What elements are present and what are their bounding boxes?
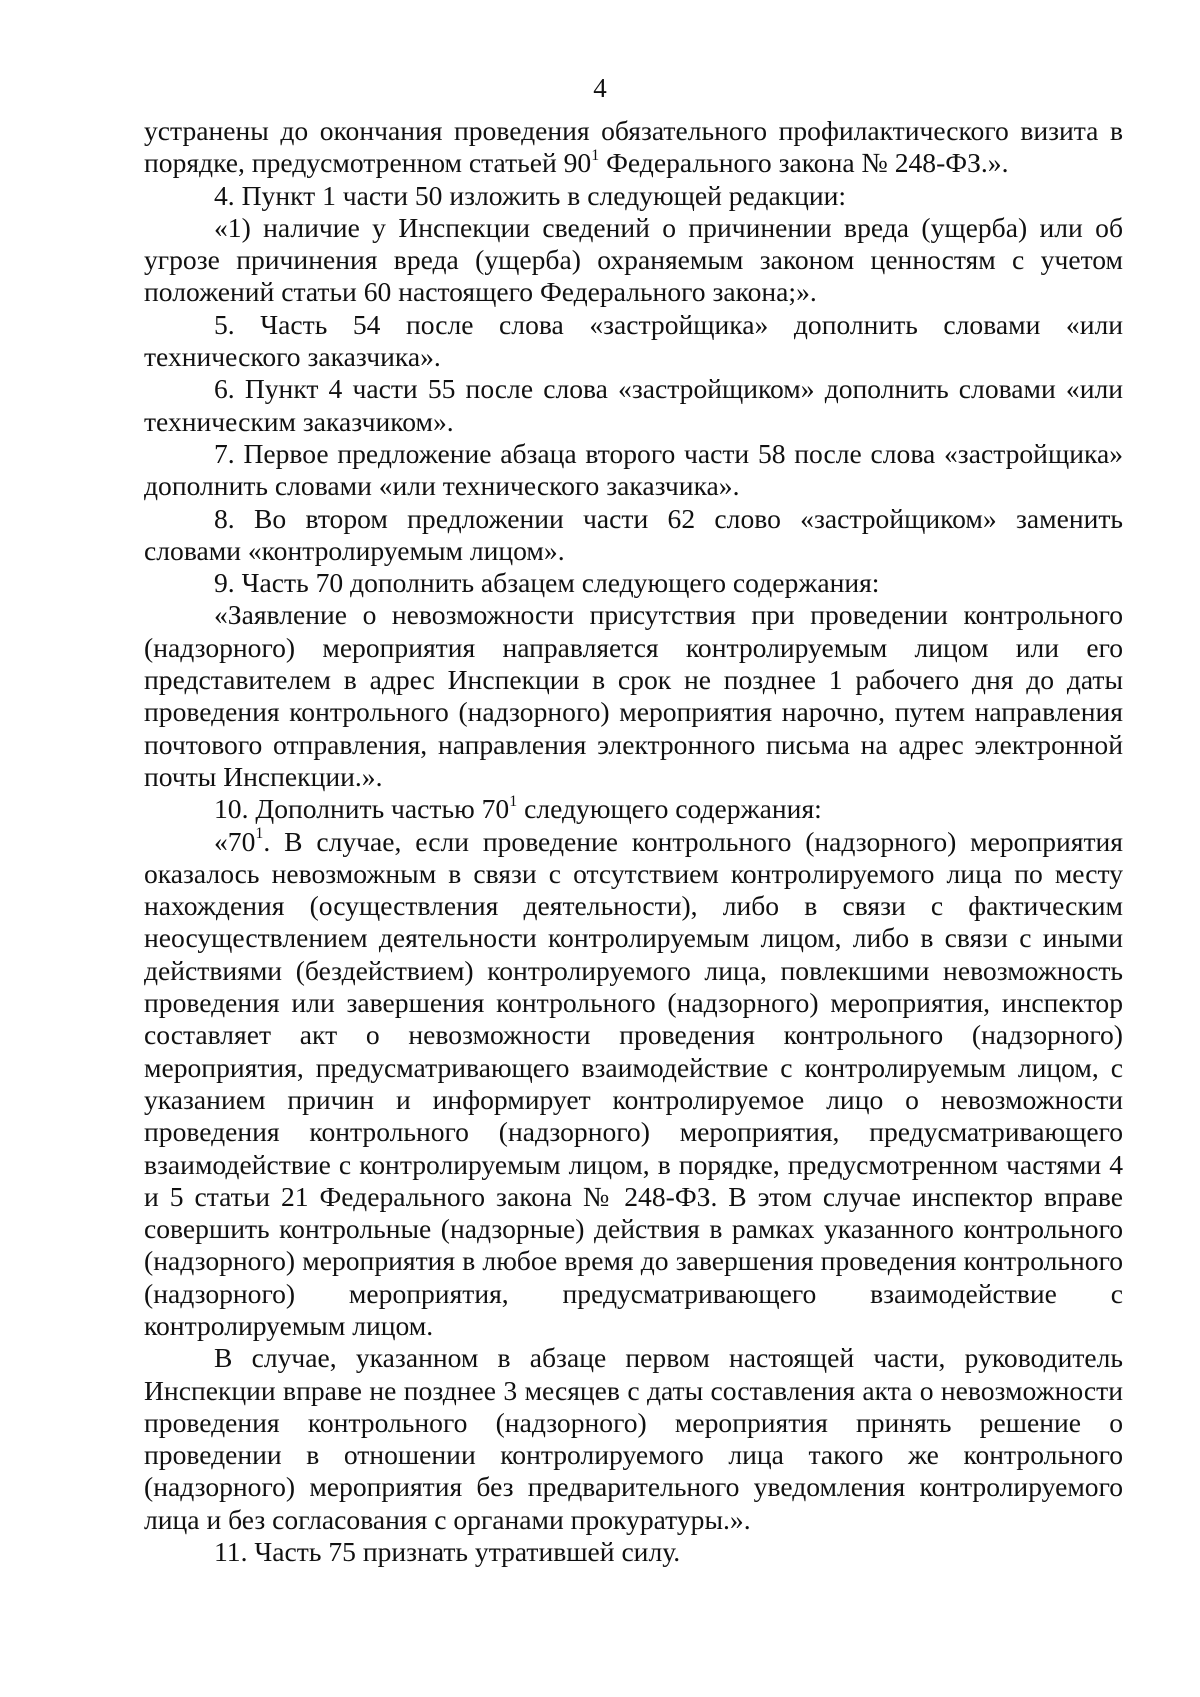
- text-run: Федерального закона № 248-ФЗ.».: [599, 147, 1009, 179]
- page-number: 4: [593, 73, 607, 103]
- text-run: устранены до окончания проведения обязательного профилактического визита в порядке, предусмотренном статьей 90: [144, 115, 1123, 179]
- superscript: 1: [591, 147, 600, 165]
- text-run: 11. Часть 75 признать утратившей силу.: [214, 1536, 681, 1568]
- paragraph: [144, 309, 1123, 374]
- text-run: В случае, указанном в абзаце первом настоящей части, руководитель Инспекции вправе не позднее 3 месяцев с даты составления акта о невозможности проведения контрольного (надзорного) мероприятия принять решение о проведении в отношении контролируемого лица такого же контрольного (надзорного) мероприятия без предварительного уведомления контролируемого лица и без согласования с органами прокуратуры.».: [144, 1342, 1123, 1535]
- text-run: 7. Первое предложение абзаца второго части 58 после слова «застройщика» дополнить словами «или технического заказчика».: [144, 437, 1123, 502]
- paragraph: [144, 438, 1123, 503]
- paragraph: [144, 503, 1123, 568]
- text-run: «1) наличие у Инспекции сведений о причинении вреда (ущерба) или об угрозе причинения вреда (ущерба) охраняемым законом ценностям с учетом положений статьи 60 настоящего Федерального закона;».: [144, 211, 1123, 308]
- text-run: 5. Часть 54 после слова «застройщика» дополнить словами «или технического заказчика».: [144, 308, 1123, 373]
- text-run: 9. Часть 70 дополнить абзацем следующего содержания:: [214, 567, 880, 599]
- text-run: . В случае, если проведение контрольного (надзорного) мероприятия оказалось невозможным в связи с отсутствием контролируемого лица по месту нахождения (осуществления деятельности), либо в связи с фактическим неосуществлением деятельности контролируемым лицом, либо в связи с иными действиями (бездействием) контролируемого лица, повлекшими невозможность проведения или завершения контрольного (надзорного) мероприятия, инспектор составляет акт о невозможности проведения контрольного (надзорного) мероприятия, предусматривающего взаимодействие с контролируемым лицом, с указанием причин и информирует контролируемое лицо о невозможности проведения контрольного (надзорного) мероприятия, предусматривающего взаимодействие с контролируемым лицом, в порядке, предусмотренном частями 4 и 5 статьи 21 Федерального закона № 248-ФЗ. В этом случае инспектор вправе совершить контрольные (надзорные) действия в рамках указанного контрольного (надзорного) мероприятия в любое время до завершения проведения контрольного (надзорного) мероприятия, предусматривающего взаимодействие с контролируемым лицом.: [144, 825, 1123, 1341]
- superscript: 1: [255, 825, 264, 843]
- text-run: «Заявление о невозможности присутствия при проведении контрольного (надзорного) мероприятия направляется контролируемым лицом или его представителем в адрес Инспекции в срок не позднее 1 рабочего дня до даты проведения контрольного (надзорного) мероприятия нарочно, путем направления почтового отправления, направления электронного письма на адрес электронной почты Инспекции.».: [144, 599, 1123, 792]
- text-run: 4. Пункт 1 части 50 изложить в следующей редакции:: [214, 179, 847, 211]
- paragraph: [144, 212, 1123, 309]
- paragraph: [144, 115, 1123, 180]
- paragraph: [144, 599, 1123, 793]
- text-run: 6. Пункт 4 части 55 после слова «застройщиком» дополнить словами «или техническим заказчиком».: [144, 373, 1123, 437]
- paragraph: [144, 1342, 1123, 1536]
- text-run: 10. Дополнить частью 70: [214, 793, 510, 825]
- text-run: 8. Во втором предложении части 62 слово «застройщиком» заменить словами «контролируемым лицом».: [144, 502, 1123, 566]
- document-body: [144, 115, 1123, 1568]
- paragraph: [144, 1536, 1123, 1568]
- superscript: 1: [509, 793, 518, 811]
- paragraph: [144, 826, 1123, 1343]
- text-run: следующего содержания:: [517, 793, 822, 825]
- paragraph: [144, 373, 1123, 438]
- paragraph: [144, 793, 1123, 825]
- text-run: «70: [214, 825, 256, 857]
- paragraph: [144, 180, 1123, 212]
- paragraph: [144, 567, 1123, 599]
